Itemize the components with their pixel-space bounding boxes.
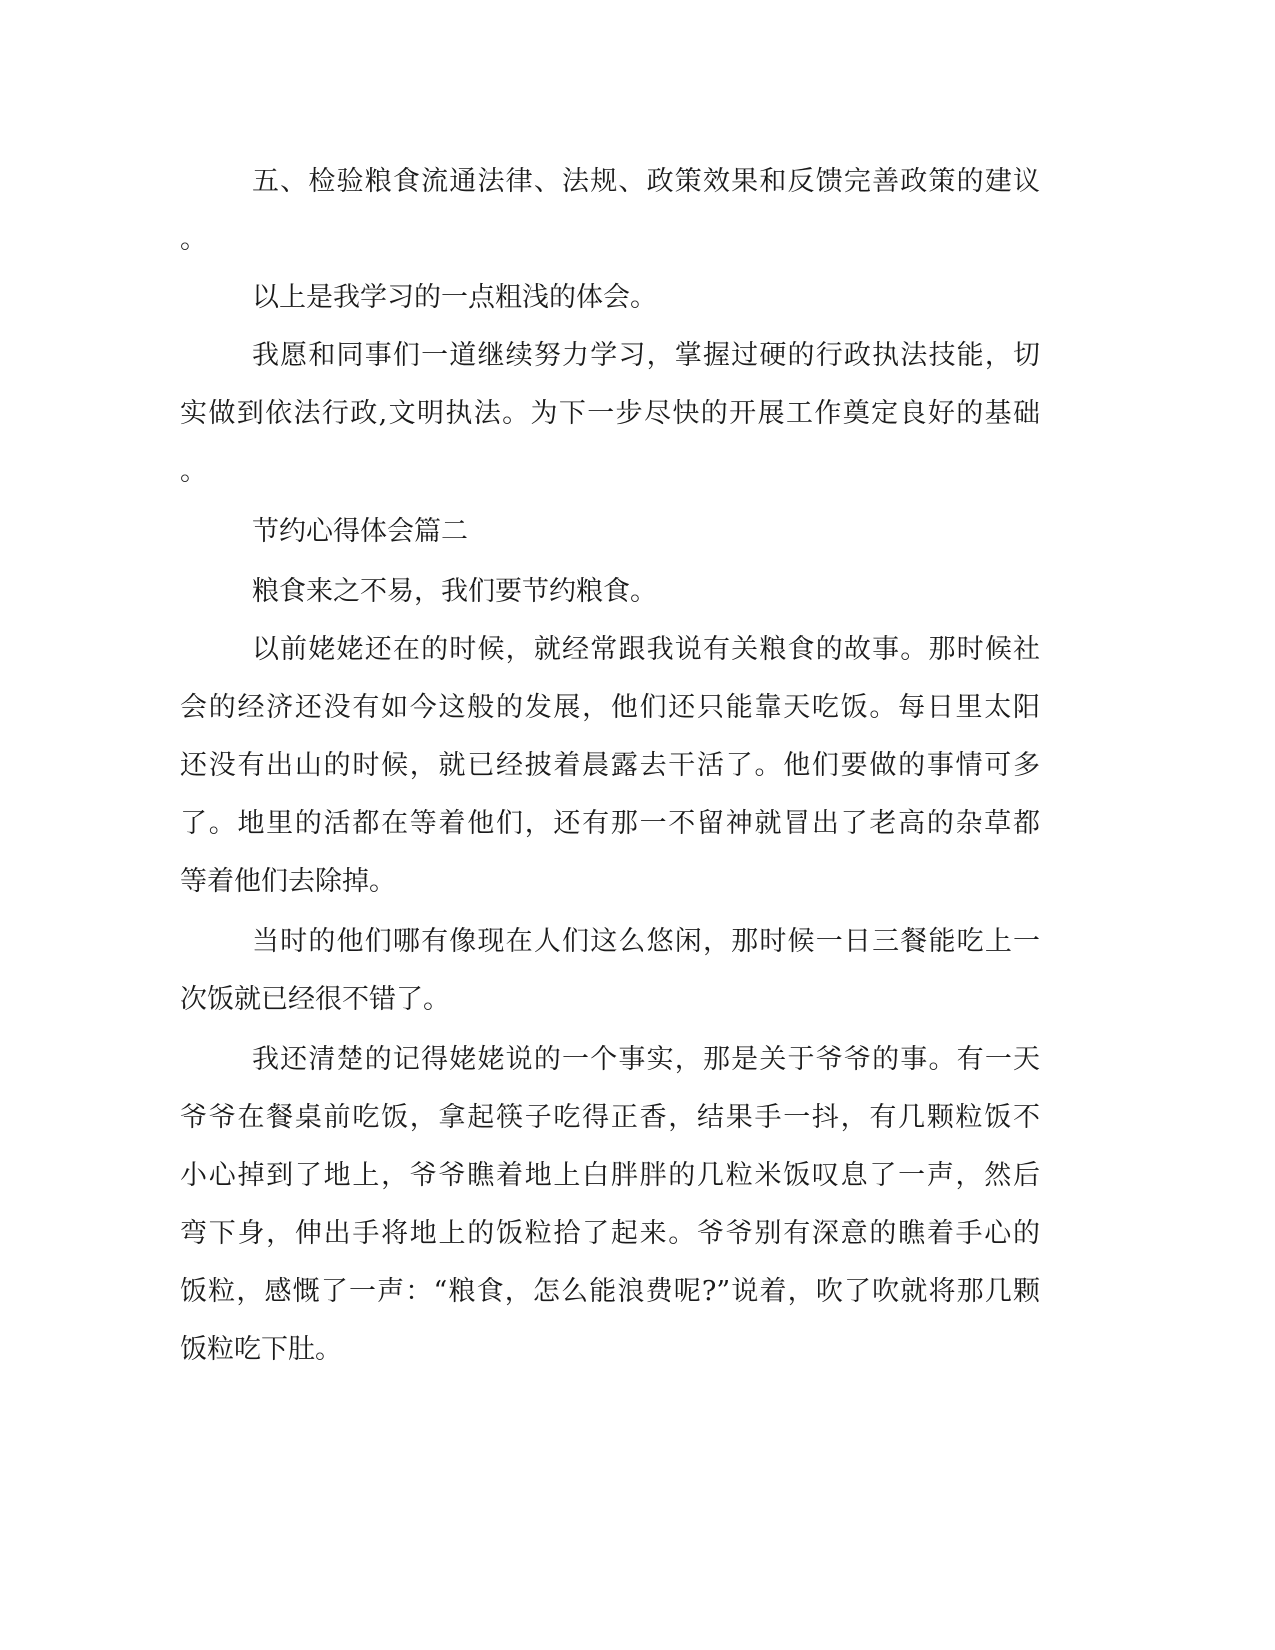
text-line: 还没有出山的时候，就已经披着晨露去干活了。他们要做的事情可多: [180, 750, 1040, 781]
text-line: 了。地里的活都在等着他们，还有那一不留神就冒出了老高的杂草都: [180, 808, 1040, 839]
text-line: 五、检验粮食流通法律、法规、政策效果和反馈完善政策的建议: [252, 166, 1040, 197]
text-line: 以前姥姥还在的时候，就经常跟我说有关粮食的故事。那时候社: [252, 634, 1040, 665]
text-line: 当时的他们哪有像现在人们这么悠闲，那时候一日三餐能吃上一: [252, 926, 1040, 957]
text-line: 粮食来之不易，我们要节约粮食。: [252, 576, 657, 607]
text-line: 以上是我学习的一点粗浅的体会。: [252, 282, 657, 313]
text-line: 爷爷在餐桌前吃饭，拿起筷子吃得正香，结果手一抖，有几颗粒饭不: [180, 1102, 1040, 1133]
text-line: 等着他们去除掉。: [180, 866, 396, 897]
text-line: 。: [180, 456, 207, 487]
text-line: 实做到依法行政,文明执法。为下一步尽快的开展工作奠定良好的基础: [180, 398, 1040, 429]
text-line: 我愿和同事们一道继续努力学习，掌握过硬的行政执法技能，切: [252, 340, 1040, 371]
text-line: 小心掉到了地上，爷爷瞧着地上白胖胖的几粒米饭叹息了一声，然后: [180, 1160, 1040, 1191]
section-heading: 节约心得体会篇二: [252, 516, 468, 547]
text-line: 。: [180, 224, 207, 255]
text-line: 饭粒，感慨了一声：“粮食，怎么能浪费呢?”说着，吹了吹就将那几颗: [180, 1276, 1040, 1307]
text-line: 饭粒吃下肚。: [180, 1334, 342, 1365]
text-line: 次饭就已经很不错了。: [180, 984, 450, 1015]
text-line: 我还清楚的记得姥姥说的一个事实，那是关于爷爷的事。有一天: [252, 1044, 1040, 1075]
text-line: 弯下身，伸出手将地上的饭粒拾了起来。爷爷别有深意的瞧着手心的: [180, 1218, 1040, 1249]
text-line: 会的经济还没有如今这般的发展，他们还只能靠天吃饭。每日里太阳: [180, 692, 1040, 723]
